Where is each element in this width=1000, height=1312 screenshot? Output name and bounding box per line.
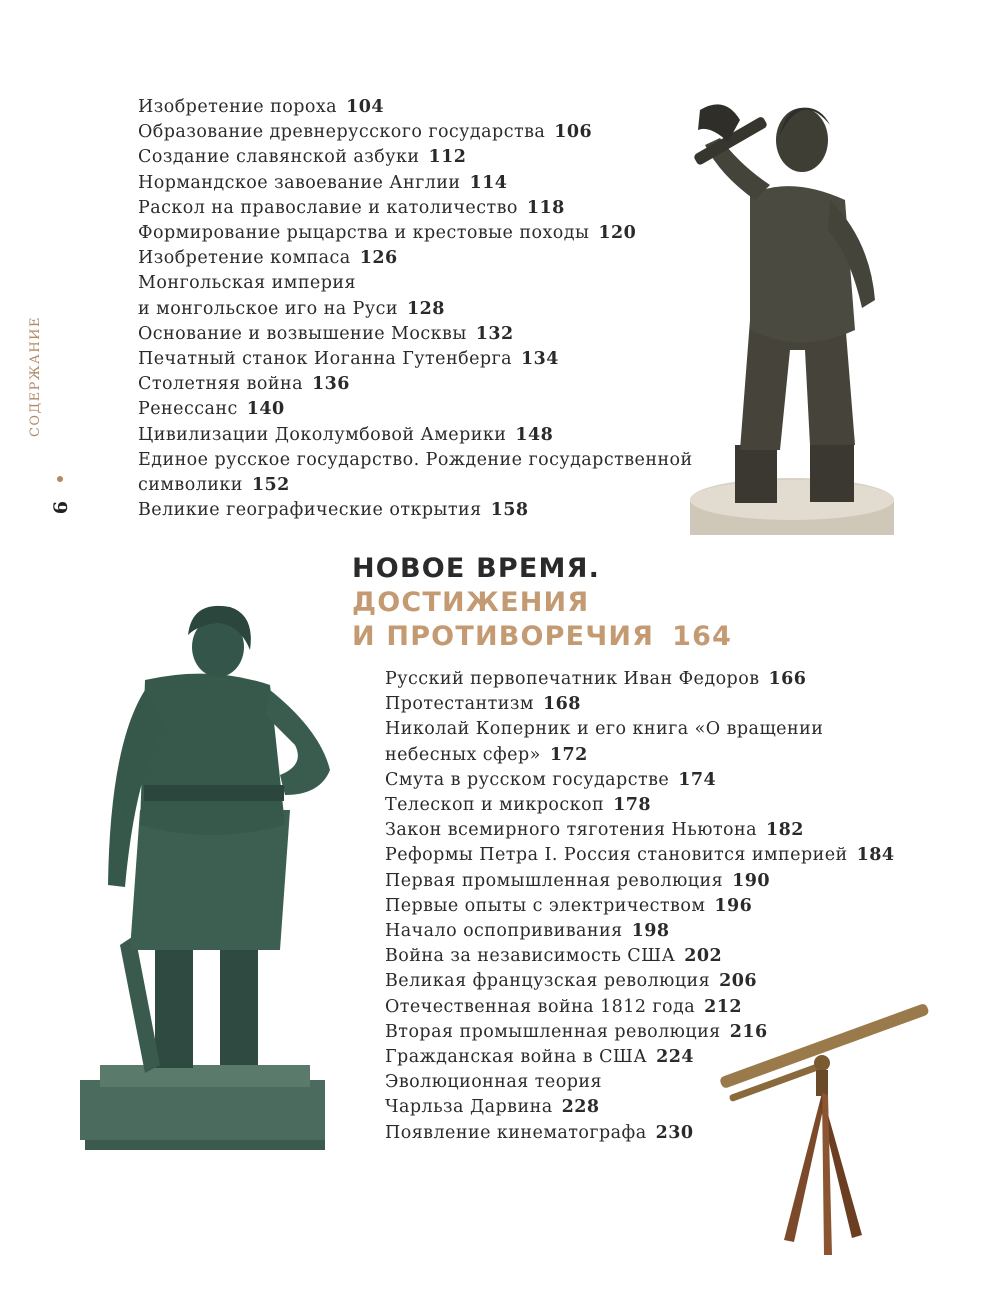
toc-title: Цивилизации Доколумбовой Америки [138,424,507,445]
toc-title: символики [138,475,243,496]
toc-title: Монгольская империя [138,273,356,294]
toc-item[interactable] [138,347,693,372]
toc-page: 148 [515,424,554,445]
sidebar-label [28,316,108,536]
bullet-dot [57,476,63,482]
toc-item[interactable] [138,423,693,448]
toc-title: Создание славянской азбуки [138,147,420,168]
toc-title: Чарльза Дарвина [385,1097,553,1118]
toc-page: 168 [542,694,581,715]
toc-page: 174 [678,769,717,790]
toc-page: 172 [549,744,588,765]
toc-title: Изобретение компаса [138,248,351,269]
toc-title: Русский первопечатник Иван Федоров [385,669,760,689]
toc-item[interactable] [385,818,895,843]
toc-page: 202 [684,946,723,967]
toc-title: Раскол на православие и католичество [138,197,518,218]
toc-page: 120 [598,223,637,244]
toc-page: 196 [714,895,753,916]
toc-item[interactable] [385,743,895,768]
toc-item[interactable] [138,196,693,221]
toc-item[interactable] [138,448,693,473]
toc-page: 112 [428,147,467,168]
heading-line-3 [352,620,732,654]
toc-page: 228 [561,1097,600,1118]
toc-list-medieval [138,95,693,523]
toc-item[interactable] [385,869,895,894]
toc-item[interactable] [385,717,895,742]
toc-title: и монгольское иго на Руси [138,298,398,319]
toc-title: Смута в русском государстве [385,769,670,790]
toc-title: Начало оспопрививания [385,921,623,942]
toc-item[interactable] [138,297,693,322]
toc-title: Гражданская война в США [385,1047,648,1068]
page-number: 6 [50,501,72,515]
toc-title: Телескоп и микроскоп [385,795,605,816]
toc-title: Эволюционная теория [385,1072,602,1093]
toc-item[interactable] [385,894,895,919]
toc-item[interactable] [138,171,693,196]
toc-page: 136 [311,374,350,395]
peter-statue-image [80,595,355,1150]
heading-line-1: НОВОЕ ВРЕМЯ. [352,553,601,584]
toc-page: 224 [656,1047,694,1068]
toc-title: Единое русское государство. Рождение государственной [138,449,693,470]
toc-item[interactable] [138,145,693,170]
toc-item[interactable] [138,322,693,347]
section-heading [352,552,732,654]
toc-page: 140 [246,399,285,420]
heading-line-3-text: И ПРОТИВОРЕЧИЯ [352,621,655,652]
toc-page: 212 [704,996,743,1017]
toc-title: Первые опыты с электричеством [385,895,706,916]
toc-item[interactable] [138,246,693,271]
toc-page: 198 [631,921,670,942]
toc-page: 132 [475,323,514,344]
toc-title: Столетняя война [138,374,303,395]
toc-title: Основание и возвышение Москвы [138,323,467,344]
toc-item[interactable] [138,120,693,145]
toc-title: Реформы Петра I. Россия становится империей [385,845,848,866]
toc-item[interactable] [138,372,693,397]
toc-title: Появление кинематографа [385,1122,647,1143]
toc-title: Образование древнерусского государства [138,122,546,143]
toc-page: 158 [490,500,529,521]
toc-page: 216 [729,1021,768,1042]
toc-item[interactable] [385,944,895,969]
toc-title: Изобретение пороха [138,97,338,117]
toc-page: 104 [346,97,384,117]
toc-title: Война за независимость США [385,946,676,967]
toc-page: 128 [406,298,445,319]
toc-page: 190 [732,870,770,891]
toc-title: небесных сфер» [385,744,541,765]
toc-page: 206 [719,971,758,992]
toc-page: 182 [766,820,804,841]
toc-item[interactable] [385,768,895,793]
heading-page: 164 [672,621,733,652]
toc-item[interactable] [385,667,895,692]
toc-page: 152 [251,475,290,496]
toc-item[interactable] [138,95,693,120]
toc-page: 178 [613,795,652,816]
toc-title: Вторая промышленная революция [385,1021,721,1042]
warrior-statue-image [680,80,900,535]
toc-title: Протестантизм [385,694,534,715]
toc-title: Формирование рыцарства и крестовые походы [138,223,590,244]
toc-item[interactable] [138,498,693,523]
toc-item[interactable] [138,473,693,498]
toc-title: Печатный станок Иоганна Гутенберга [138,349,513,370]
toc-page: 106 [554,122,593,143]
section-label: СОДЕРЖАНИЕ [28,316,43,438]
toc-page: 166 [768,669,807,689]
toc-item[interactable] [138,271,693,296]
toc-item[interactable] [385,692,895,717]
toc-item[interactable] [138,397,693,422]
toc-item[interactable] [385,919,895,944]
toc-title: Нормандское завоевание Англии [138,172,461,193]
toc-title: Великие географические открытия [138,500,482,521]
toc-item[interactable] [138,221,693,246]
toc-title: Закон всемирного тяготения Ньютона [385,820,758,841]
toc-item[interactable] [385,843,895,868]
toc-title: Отечественная война 1812 года [385,996,696,1017]
toc-title: Великая французская революция [385,971,711,992]
toc-item[interactable] [385,793,895,818]
telescope-image [712,985,937,1265]
toc-page: 134 [521,349,559,370]
toc-title: Николай Коперник и его книга «О вращении [385,719,824,740]
toc-page: 184 [856,845,895,866]
toc-page: 230 [655,1122,694,1143]
toc-page: 114 [469,172,508,193]
toc-title: Ренессанс [138,399,238,420]
toc-page: 118 [526,197,565,218]
heading-line-2: ДОСТИЖЕНИЯ [352,587,590,618]
toc-title: Первая промышленная революция [385,870,724,891]
toc-page: 126 [359,248,398,269]
